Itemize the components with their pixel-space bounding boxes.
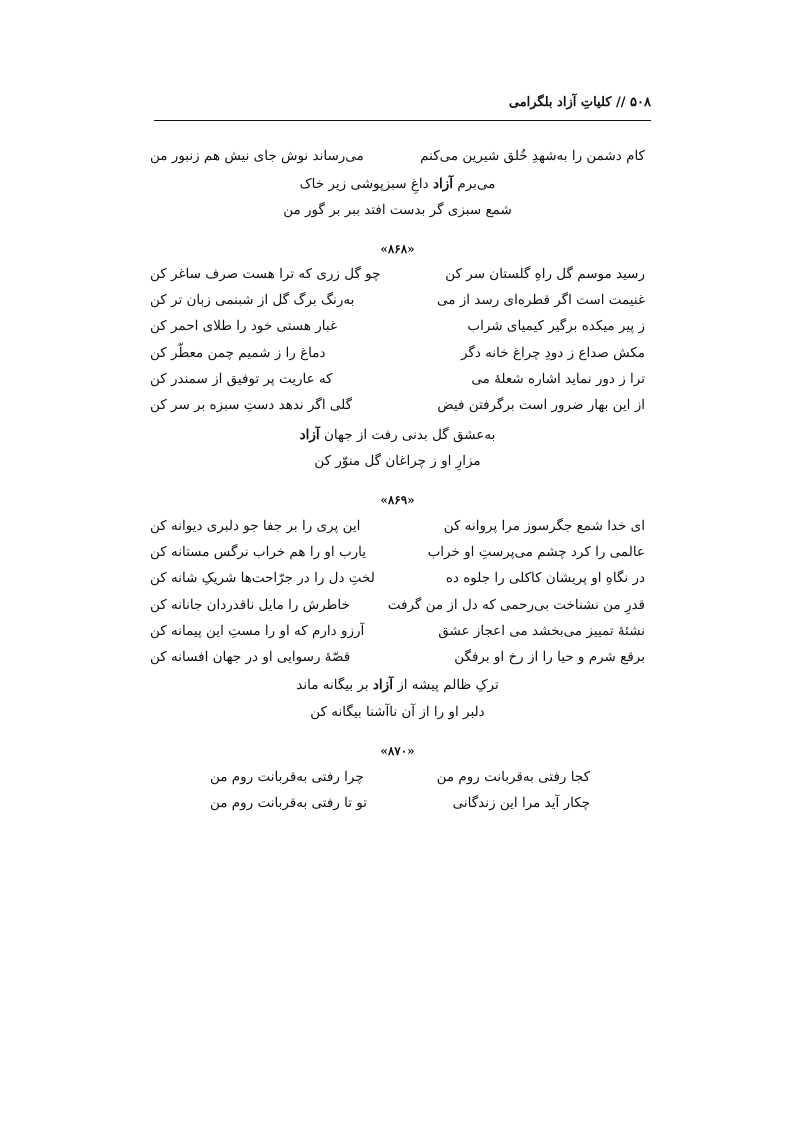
hemistich-first: کام دشمن را به‌شهدِ خُلق شیرین می‌کنم (420, 148, 645, 164)
hemistich-first: غنیمت است اگر قطره‌ای رسد از می (437, 292, 645, 309)
closing-line-1 (150, 427, 645, 443)
closing-line-2: شمع سبزی گر بدست افتد ببر بر گور من (283, 202, 512, 218)
couplet (150, 649, 645, 673)
header-separator: // (616, 95, 626, 110)
hemistich-first: مکش صداع ز دودِ چراغ خانه دگر (460, 344, 645, 361)
hemistich-second: به‌رنگ برگ گل از شبنمی زبان تر کن (150, 292, 355, 309)
couplet (150, 266, 645, 290)
hemistich-first: از این بهار ضرور است برگرفتن فیض (437, 397, 645, 413)
hemistich-second: که عاریت پر توفیق از سمندر کن (150, 370, 333, 387)
couplet (150, 371, 645, 395)
hemistich-second: این پری را بر جفا جو دلبری دیوانه کن (150, 518, 361, 534)
hemistich-first: ترا ز دور نماید اشاره شعلهٔ می (471, 370, 645, 387)
hemistich-first: نشئهٔ تمییز می‌بخشد می اعجاز عشق (438, 622, 645, 639)
header-text (509, 95, 651, 110)
hemistich-first: برقع شرم و حیا را از رخ او برفگن (454, 649, 645, 665)
hemistich-second: گلی اگر ندهد دستِ سبزه بر سر کن (150, 397, 353, 413)
hemistich-second: چرا رفتی به‌قربانت روم من (210, 769, 364, 785)
closing-text: بر بیگانه ماند (296, 677, 369, 693)
hemistich-second: چو گل زری که ترا هست صرف ساغر کن (150, 266, 381, 282)
poem-number: «۸۷۰» (380, 744, 415, 758)
couplet (210, 795, 590, 819)
couplet (150, 570, 645, 594)
closing-line-1 (150, 677, 645, 693)
hemistich-first: قدرِ من نشناخت بی‌رحمی که دل از من گرفت (387, 596, 645, 613)
poem-number: «۸۶۹» (380, 493, 415, 507)
poet-name: آزاد (372, 677, 393, 693)
closing-line-2: مزارِ او ز چراغان گل منوّر کن (314, 453, 481, 469)
hemistich-second: یارب او را هم خراب نرگس مستانه کن (150, 544, 367, 561)
hemistich-second: خاطرش را مایل ناقدردان جانانه کن (150, 596, 350, 613)
page-number: ۵۰۸ (630, 95, 651, 110)
poem-number: «۸۶۸» (380, 242, 415, 256)
couplet (150, 345, 645, 369)
hemistich-second: غبار هستی خود را طلای احمر کن (150, 318, 338, 335)
hemistich-second: تو تا رفتی به‌قربانت روم من (210, 795, 368, 812)
hemistich-first: کجا رفتی به‌قربانت روم من (436, 769, 590, 785)
couplet (150, 148, 645, 172)
hemistich-first: چکار آید مرا این زندگانی (452, 795, 590, 812)
couplet (150, 544, 645, 568)
header-rule (154, 120, 651, 121)
hemistich-first: ز پیر میکده برگیر کیمیای شراب (467, 318, 645, 335)
closing-line-1 (150, 176, 645, 192)
hemistich-first: ای خدا شمع جگرسوز مرا پروانه کن (443, 518, 645, 534)
closing-text: به‌عشق گل بدنی رفت از جهان (323, 427, 496, 443)
running-header (154, 95, 651, 117)
closing-text: داغِ سبزپوشی زیر خاک (299, 176, 429, 192)
couplet (150, 397, 645, 421)
hemistich-first: در نگاهِ او پریشان کاکلی را جلوه ده (445, 570, 645, 587)
hemistich-second: لختِ دل را در جرّاحت‌ها شریکِ شانه کن (150, 570, 375, 587)
hemistich-second: دماغ را ز شمیم چمن معطّر کن (150, 344, 326, 361)
hemistich-second: قصّهٔ رسوایی او در جهان افسانه کن (150, 649, 351, 665)
couplet (150, 318, 645, 342)
hemistich-second: آرزو دارم که او را مستِ این پیمانه کن (150, 622, 365, 639)
hemistich-second: می‌رساند نوش جای نیش هم زنبور من (150, 148, 364, 164)
couplet (210, 769, 590, 793)
poet-name: آزاد (299, 427, 320, 443)
couplet (150, 518, 645, 542)
closing-text: می‌برم (457, 176, 496, 192)
hemistich-first: رسید موسم گل راهِ گلستان سر کن (445, 266, 645, 282)
closing-text: ترکِ ظالم پیشه از (397, 677, 499, 693)
book-title: کلیاتِ آزاد بلگرامی (508, 95, 612, 110)
couplet (150, 292, 645, 316)
hemistich-first: عالمی را کرد چشم می‌پرستِ او خراب (427, 544, 645, 561)
couplet (150, 597, 645, 621)
poet-name: آزاد (432, 176, 454, 192)
couplet (150, 623, 645, 647)
closing-line-2: دلبر او را از آن ناآشنا بیگانه کن (310, 704, 485, 720)
